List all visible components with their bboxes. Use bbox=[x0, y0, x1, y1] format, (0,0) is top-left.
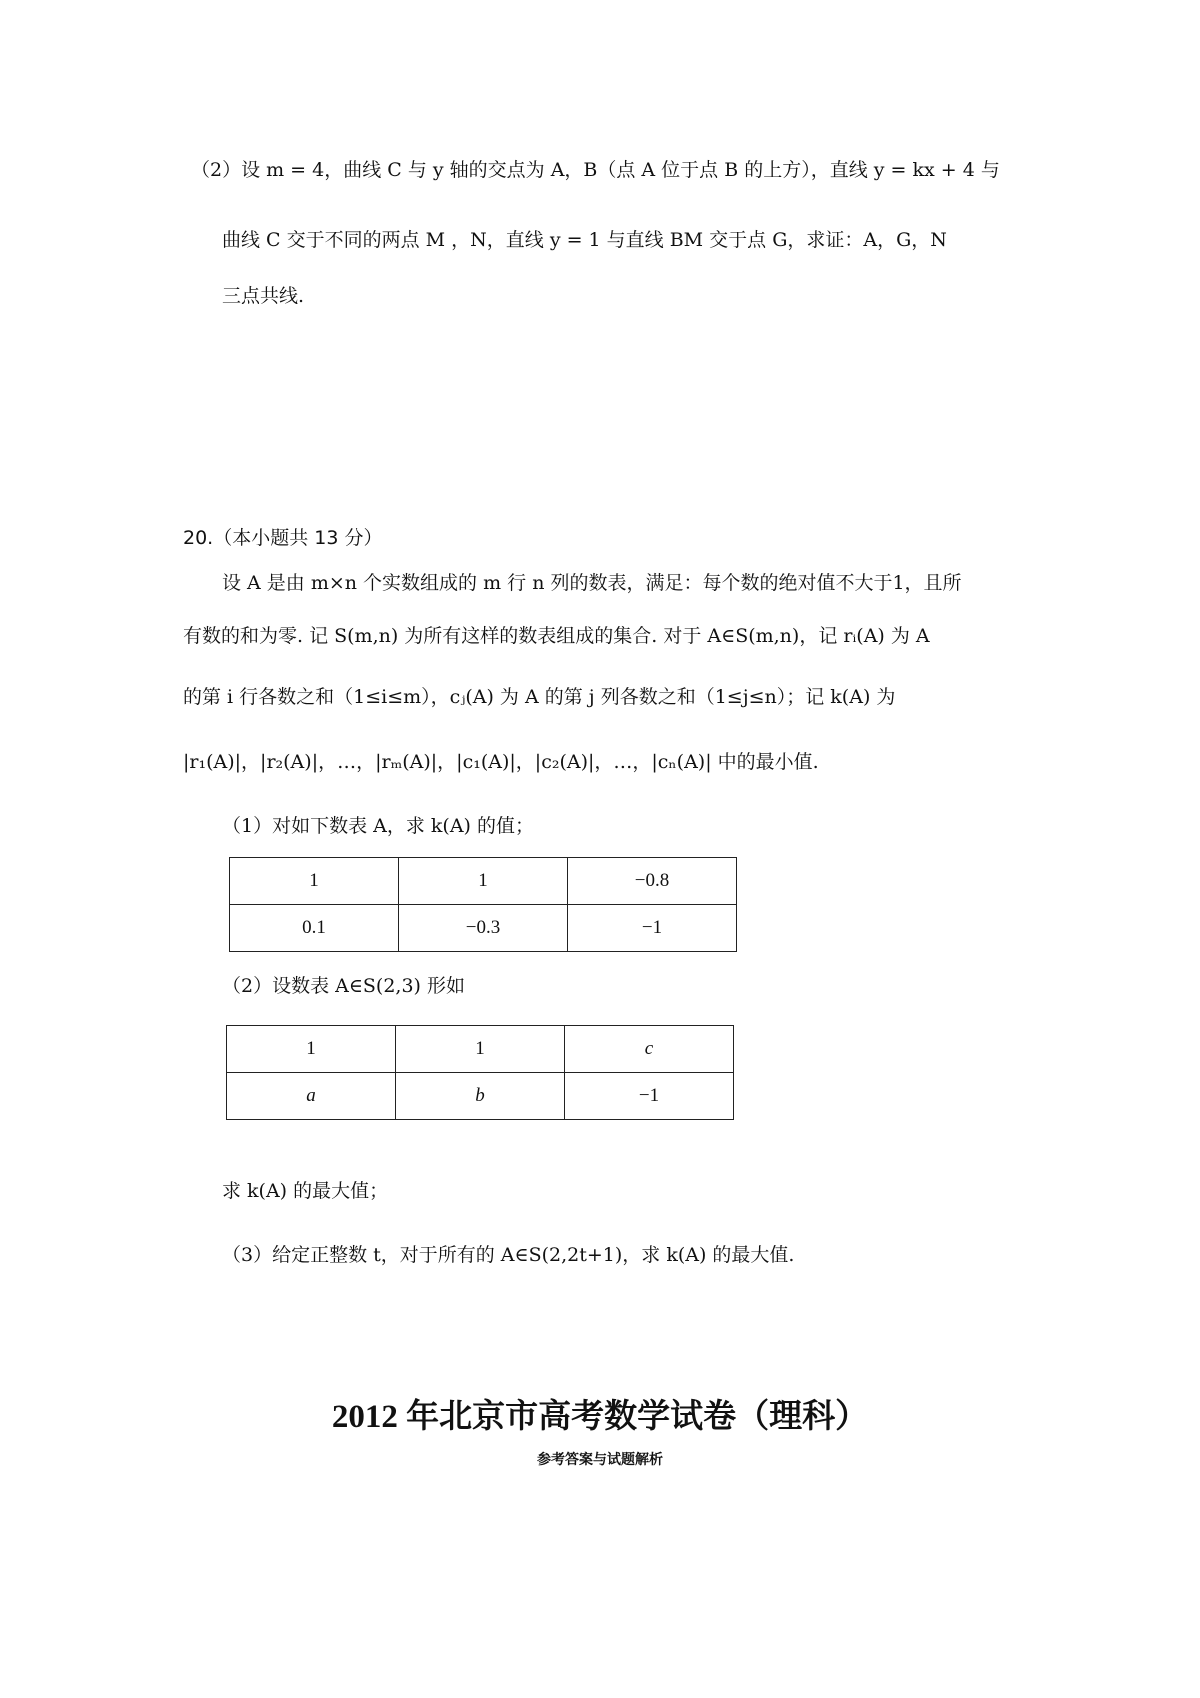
table-cell: 1 bbox=[227, 1026, 396, 1073]
table-cell: c bbox=[565, 1026, 734, 1073]
q20-intro-line4: |r₁(A)|，|r₂(A)|，…，|rₘ(A)|，|c₁(A)|，|c₂(A)|，…，|cₙ(A)| 中的最小值. bbox=[183, 751, 819, 773]
table-cell: −1 bbox=[568, 905, 737, 952]
table-row bbox=[230, 858, 737, 905]
q20-intro-line3: 的第 i 行各数之和（1≤i≤m），cⱼ(A) 为 A 的第 j 列各数之和（1≤j≤n）；记 k(A) 为 bbox=[183, 686, 896, 708]
table-cell: 0.1 bbox=[230, 905, 399, 952]
table-cell: a bbox=[227, 1073, 396, 1120]
table-cell: 1 bbox=[396, 1026, 565, 1073]
number-table-2 bbox=[226, 1025, 734, 1120]
table-row bbox=[227, 1026, 734, 1073]
q20-intro-line1: 设 A 是由 m×n 个实数组成的 m 行 n 列的数表，满足：每个数的绝对值不大于1，且所 bbox=[222, 572, 962, 594]
answer-title: 2012 年北京市高考数学试卷（理科） bbox=[331, 1399, 869, 1435]
answer-subtitle: 参考答案与试题解析 bbox=[537, 1452, 663, 1468]
table-cell: b bbox=[396, 1073, 565, 1120]
q20-part1: （1）对如下数表 A，求 k(A) 的值； bbox=[222, 815, 534, 837]
number-table-1 bbox=[229, 857, 737, 952]
q19-part2-line2: 曲线 C 交于不同的两点 M ，N，直线 y = 1 与直线 BM 交于点 G，求证：A，G，N bbox=[222, 229, 947, 251]
table-cell: −0.3 bbox=[399, 905, 568, 952]
table-row bbox=[227, 1073, 734, 1120]
q19-part2-line3: 三点共线. bbox=[222, 285, 305, 307]
q20-part3: （3）给定正整数 t，对于所有的 A∈S(2,2t+1)，求 k(A) 的最大值. bbox=[222, 1244, 795, 1266]
table-row bbox=[230, 905, 737, 952]
table-cell: 1 bbox=[230, 858, 399, 905]
table-cell: 1 bbox=[399, 858, 568, 905]
q20-part2-ask: 求 k(A) 的最大值； bbox=[222, 1180, 389, 1202]
q19-part2-line1: （2）设 m = 4，曲线 C 与 y 轴的交点为 A，B（点 A 位于点 B 的上方），直线 y = kx + 4 与 bbox=[191, 159, 1000, 181]
table-cell: −1 bbox=[565, 1073, 734, 1120]
q20-header: 20.（本小题共 13 分） bbox=[183, 527, 383, 549]
q20-intro-line2: 有数的和为零. 记 S(m,n) 为所有这样的数表组成的集合. 对于 A∈S(m,n)，记 rᵢ(A) 为 A bbox=[183, 625, 930, 647]
q20-part2: （2）设数表 A∈S(2,3) 形如 bbox=[222, 975, 466, 997]
table-cell: −0.8 bbox=[568, 858, 737, 905]
